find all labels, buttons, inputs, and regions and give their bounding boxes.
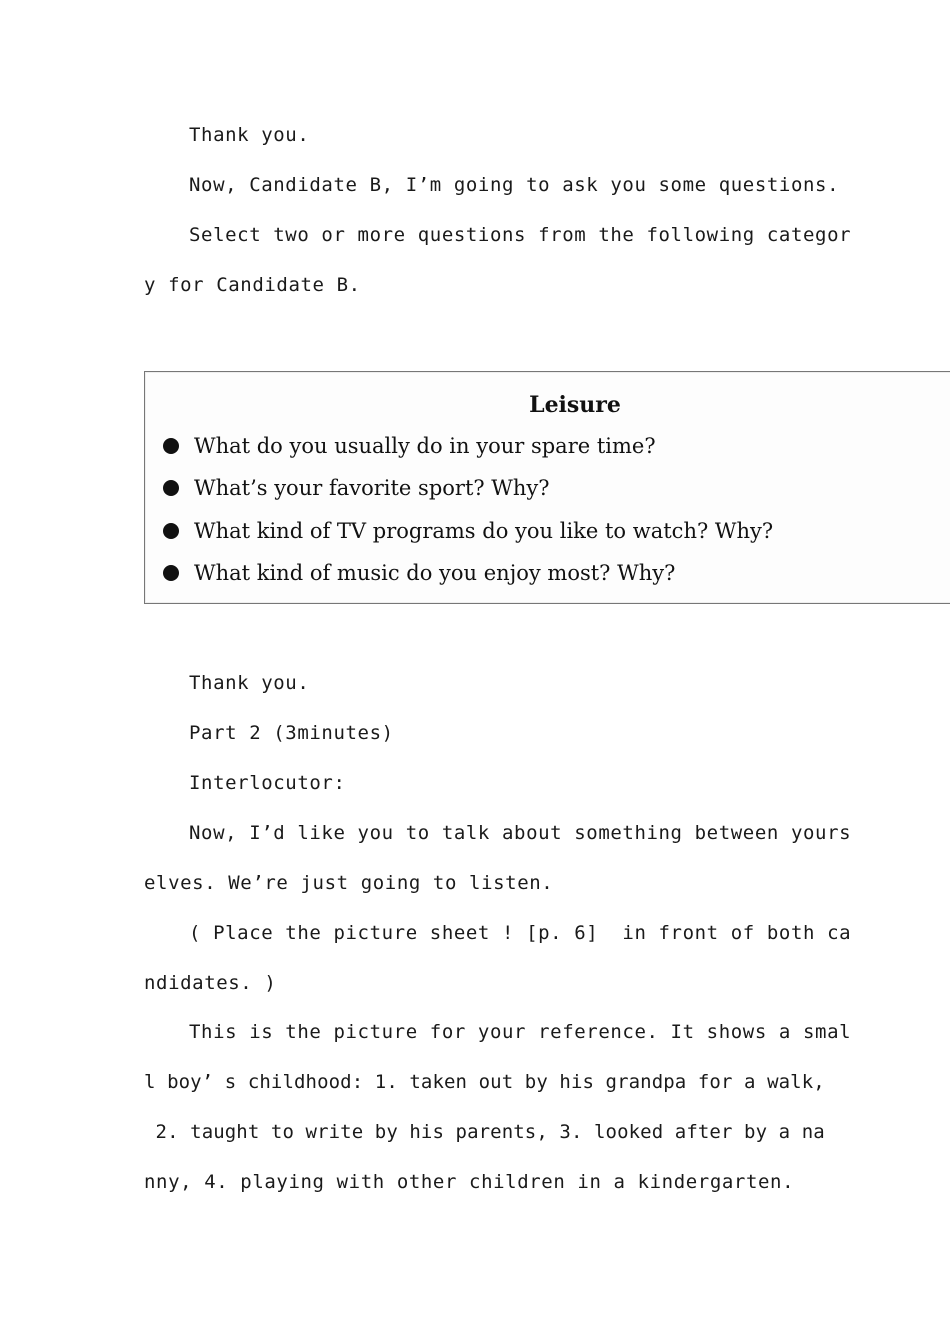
box-title: Leisure [529, 392, 621, 418]
bullet-icon [163, 523, 179, 539]
text-line: Now, I’d like you to talk about something between yours [189, 822, 852, 844]
text-line: elves. We’re just going to listen. [144, 872, 554, 894]
text-line: Now, Candidate B, I’m going to ask you some questions. [189, 174, 840, 196]
text-line: y for Candidate B. [144, 274, 361, 296]
bullet-icon [163, 438, 179, 454]
question-item: What kind of music do you enjoy most? Why? [163, 561, 675, 585]
question-item: What’s your favorite sport? Why? [163, 476, 550, 500]
text-line: Part 2 (3minutes) [189, 722, 394, 744]
text-line: Interlocutor: [189, 772, 346, 794]
text-line: ndidates. ) [144, 972, 277, 994]
text-line: This is the picture for your reference. It shows a smal [189, 1021, 852, 1043]
question-item: What do you usually do in your spare time? [163, 434, 656, 458]
text-line: Select two or more questions from the following categor [189, 224, 852, 246]
text-line: Thank you. [189, 124, 310, 146]
question-item: What kind of TV programs do you like to watch? Why? [163, 519, 773, 543]
text-line: 2. taught to write by his parents, 3. looked after by a na [144, 1121, 825, 1143]
question-box [144, 371, 950, 604]
bullet-icon [163, 565, 179, 581]
text-line: nny, 4. playing with other children in a kindergarten. [144, 1171, 795, 1193]
text-line: ( Place the picture sheet ! [p. 6] in front of both ca [189, 922, 852, 944]
text-line: l boy’ s childhood: 1. taken out by his grandpa for a walk, [144, 1071, 825, 1093]
bullet-icon [163, 480, 179, 496]
text-line: Thank you. [189, 672, 310, 694]
